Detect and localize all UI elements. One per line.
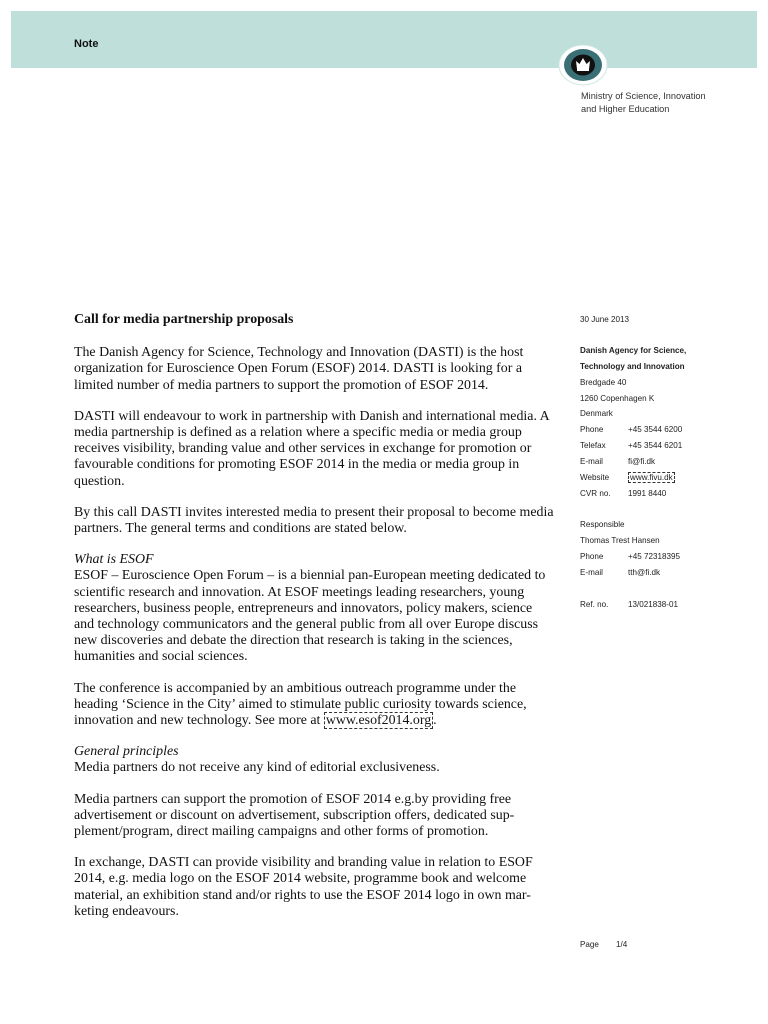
conference-text-end: . [433,713,437,729]
reference-label: Ref. no. [580,600,609,609]
conference-text: The conference is accompanied by an ambitious outreach programme under the heading ‘Science in the City’ aimed to stimulate public curiosity towards science, innovation and new technology. See more at [74,680,527,729]
document-date: 30 June 2013 [580,315,630,324]
document-title: Call for media partnership proposals [74,312,294,327]
email-row [580,457,655,466]
responsible-email-row [580,568,660,577]
phone-row [580,425,682,434]
page-number: 1/4 [616,940,628,949]
section-what-is-esof [74,552,554,665]
responsible-email-label: E-mail [580,568,603,577]
responsible-phone-label: Phone [580,552,604,561]
address-country: Denmark [580,409,613,418]
responsible-label: Responsible [580,520,625,529]
email-label: E-mail [580,457,603,466]
cvr-value: 1991 8440 [628,489,667,498]
paragraph-intro: The Danish Agency for Science, Technology and Innovation (DASTI) is the host organization for Euroscience Open Forum (ESOF) 2014. DASTI is looking for a limited number of media partners to support the promotion of ESOF 2014. [74,345,524,393]
agency-name-line-2: Technology and Innovation [580,362,685,371]
paragraph-exchange: In exchange, DASTI can provide visibility and branding value in relation to ESOF 2014, e.g. media logo on the ESOF 2014 website, programme book and welcome material, an exhibition stand and/or rights to use the ESOF 2014 logo in own mar-keting endeavours. [74,855,533,919]
address-city: 1260 Copenhagen K [580,394,655,403]
email-value: fi@fi.dk [628,457,656,466]
phone-label: Phone [580,425,604,434]
paragraph-exclusiveness: Media partners do not receive any kind of editorial exclusiveness. [74,760,440,776]
website-row [580,473,675,482]
responsible-phone-row [580,552,680,561]
paragraph-esof: ESOF – Euroscience Open Forum – is a biennial pan-European meeting dedicated to scientific research and innovation. At ESOF meetings leading researchers, young researchers, business people, entrepreneurs and innovators, policy makers, science and technology communicators and the general public from all over Europe discuss new discoveries and debate the direction that research is taking in the sciences, humanities and social sciences. [74,568,546,665]
fax-label: Telefax [580,441,606,450]
cvr-label: CVR no. [580,489,611,498]
page-label: Page [580,940,599,949]
ministry-line-1: Ministry of Science, Innovation [581,91,706,101]
paragraph-conference [74,681,554,730]
address-street: Bredgade 40 [580,378,627,387]
reference-row [580,600,678,609]
website-link[interactable]: www.fivu.dk [630,473,673,482]
phone-value: +45 3544 6200 [628,425,683,434]
responsible-name: Thomas Trest Hansen [580,536,660,545]
reference-value: 13/021838-01 [628,600,678,609]
heading-general-principles: General principles [74,744,179,760]
website-label: Website [580,473,610,482]
note-label: Note [74,38,99,50]
section-general-principles [74,744,554,776]
heading-what-is-esof: What is ESOF [74,552,154,568]
header-banner [11,11,757,68]
responsible-email-value: tth@fi.dk [628,568,661,577]
crown-logo-icon [553,39,609,87]
paragraph-invitation: By this call DASTI invites interested media to present their proposal to become media partners. The general terms and conditions are stated below. [74,504,554,537]
fax-row [580,441,682,450]
fax-value: +45 3544 6201 [628,441,683,450]
page-number-row [580,940,627,949]
cvr-row [580,489,666,498]
paragraph-partnership: DASTI will endeavour to work in partnership with Danish and international media. A media partnership is defined as a relation where a specific media or media group receives visibility, branding value and other services in exchange for promotion or favourable conditions for promoting ESOF 2014 in the media or media group in question. [74,408,549,489]
ministry-name [581,90,706,115]
document-body [74,312,554,935]
ministry-line-2: and Higher Education [581,103,670,114]
agency-name-line-1: Danish Agency for Science, [580,346,687,355]
esof-website-link[interactable]: www.esof2014.org [325,713,432,729]
paragraph-support: Media partners can support the promotion of ESOF 2014 e.g.by providing free advertisement or discount on advertisement, subscription offers, dedicated sup-plement/program, direct mailing campaigns and other forms of promotion. [74,791,515,840]
responsible-phone-value: +45 72318395 [628,552,680,561]
